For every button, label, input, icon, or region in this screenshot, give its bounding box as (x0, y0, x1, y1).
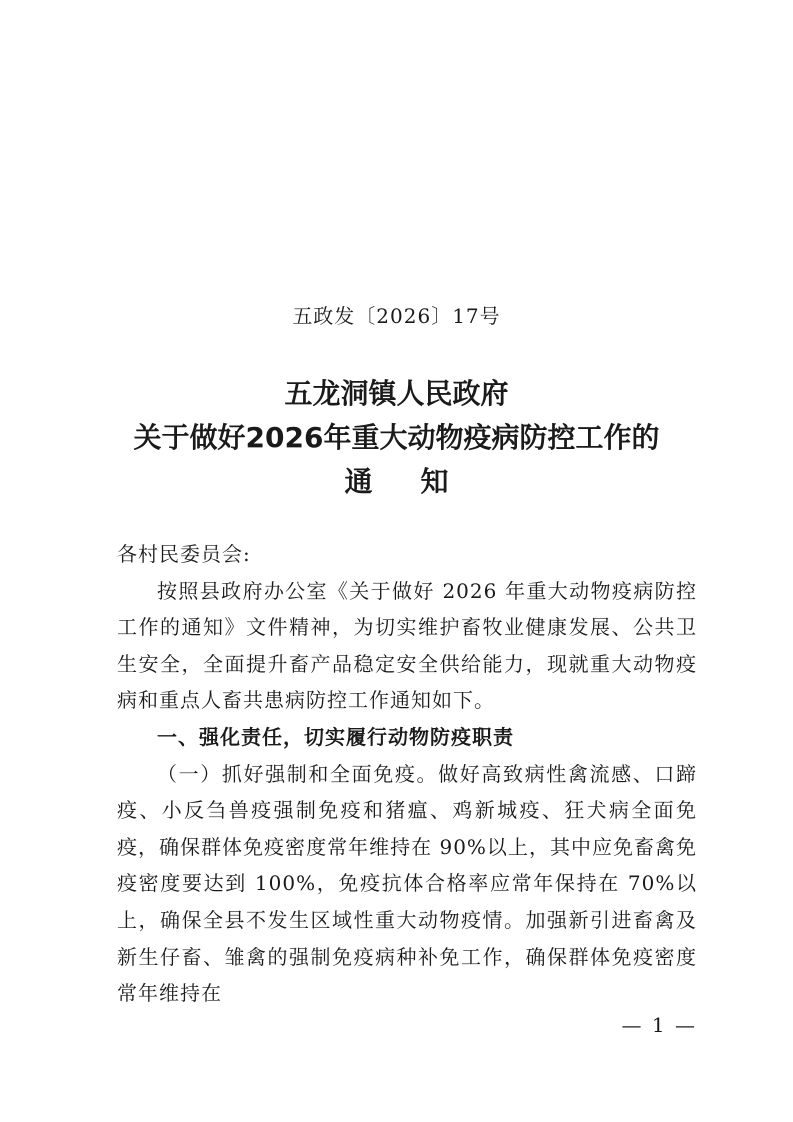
document-body (117, 536, 697, 1012)
intro-paragraph: 按照县政府办公室《关于做好 2026 年重大动物疫病防控工作的通知》文件精神，为切实维护畜牧业健康发展、公共卫生安全，全面提升畜产品稳定安全供给能力，现就重大动物疫病和重点人畜共患病防控工作通知如下。 (117, 578, 697, 713)
section-heading-1: 一、强化责任，切实履行动物防疫职责 (157, 724, 514, 749)
page-number: — 1 — (621, 1013, 697, 1037)
salutation: 各村民委员会: (117, 542, 251, 566)
document-title (0, 372, 793, 504)
title-line-2: 关于做好2026年重大动物疫病防控工作的 (133, 421, 660, 454)
title-line-3: 通知 (344, 465, 497, 498)
document-number: 五政发〔2026〕17号 (292, 304, 501, 328)
title-line-1: 五龙洞镇人民政府 (284, 377, 509, 410)
section-1-item-1-paragraph: （一）抓好强制和全面免疫。做好高致病性禽流感、口蹄疫、小反刍兽疫强制免疫和猪瘟、鸡新城疫、狂犬病全面免疫，确保群体免疫密度常年维持在 90%以上，其中应免畜禽免疫密度要达到 100%，免疫抗体合格率应常年保持在 70%以上，确保全县不发生区域性重大动物疫情。加强新引进畜禽及新生仔畜、雏禽的强制免疫病种补免工作，确保群体免疫密度常年维持在 (117, 761, 697, 1006)
